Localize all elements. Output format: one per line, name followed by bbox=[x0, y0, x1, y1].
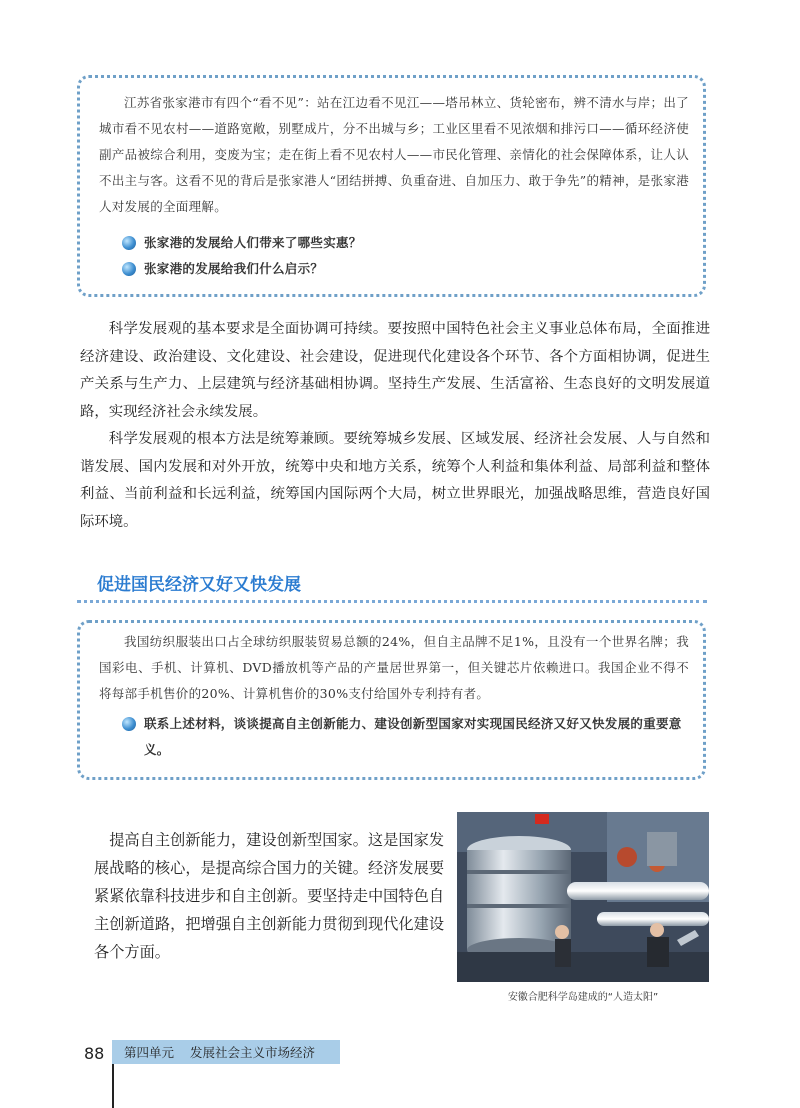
case-box-zhangjiagang bbox=[77, 75, 706, 297]
question-text: 张家港的发展给人们带来了哪些实惠？ bbox=[144, 235, 362, 250]
body-paragraph: 科学发展观的根本方法是统筹兼顾。要统筹城乡发展、区域发展、经济社会发展、人与自然和谐发展、国内发展和对外开放，统筹中央和地方关系，统筹个人利益和集体利益、局部利益和整体利益、当前利益和长远利益，统筹国内国际两个大局，树立世界眼光，加强战略思维，营造良好国际环境。 bbox=[80, 431, 710, 530]
question-bullet-icon bbox=[122, 717, 136, 731]
body-paragraph: 科学发展观的基本要求是全面协调可持续。要按照中国特色社会主义事业总体布局，全面推进经济建设、政治建设、文化建设、社会建设，促进现代化建设各个环节、各个方面相协调，促进生产关系与生产力、上层建筑与经济基础相协调。坚持生产发展、生活富裕、生态良好的文明发展道路，实现经济社会永续发展。 bbox=[80, 321, 710, 420]
question-text: 联系上述材料，谈谈提高自主创新能力、建设创新型国家对实现国民经济又好又快发展的重要意义。 bbox=[144, 716, 682, 757]
case-paragraph: 我国纺织服装出口占全球纺织服装贸易总额的24%，但自主品牌不足1%，且没有一个世界名牌；我国彩电、手机、计算机、DVD播放机等产品的产量居世界第一，但关键芯片依赖进口。我国企业不得不将每部手机售价的20%、计算机售价的30%支付给国外专利持有者。 bbox=[99, 634, 689, 701]
question-bullet-icon bbox=[122, 262, 136, 276]
photo-illustration bbox=[457, 812, 709, 982]
question-item bbox=[122, 711, 688, 763]
footer-unit: 第四单元 bbox=[124, 1045, 175, 1060]
question-bullet-icon bbox=[122, 236, 136, 250]
body-paragraph: 提高自主创新能力，建设创新型国家。这是国家发展战略的核心，是提高综合国力的关键。经济发展要紧紧依靠科技进步和自主创新。要坚持走中国特色自主创新道路，把增强自主创新能力贯彻到现代化建设各个方面。 bbox=[94, 831, 444, 961]
artificial-sun-photo bbox=[457, 812, 709, 982]
case-paragraph: 江苏省张家港市有四个“看不见”：站在江边看不见江——塔吊林立、货轮密布，辨不清水与岸；出了城市看不见农村——道路宽敞，别墅成片，分不出城与乡；工业区里看不见浓烟和排污口——循环经济使副产品被综合利用，变废为宝；走在街上看不见农村人——市民化管理、亲情化的社会保障体系，让人认不出主与客。这看不见的背后是张家港人“团结拼搏、负重奋进、自加压力、敢于争先”的精神，是张家港人对发展的全面理解。 bbox=[99, 95, 689, 214]
photo-caption: 安徽合肥科学岛建成的“人造太阳” bbox=[507, 992, 659, 1003]
footer-unit-bar bbox=[112, 1040, 340, 1064]
footer-unit-title: 发展社会主义市场经济 bbox=[190, 1045, 316, 1060]
question-item bbox=[122, 256, 688, 282]
case-box-innovation bbox=[77, 620, 706, 780]
title-divider bbox=[77, 600, 707, 603]
section-title: 促进国民经济又好又快发展 bbox=[97, 575, 301, 595]
question-text: 张家港的发展给我们什么启示？ bbox=[144, 261, 324, 276]
page-number: 88 bbox=[84, 1044, 105, 1063]
question-item bbox=[122, 230, 688, 256]
